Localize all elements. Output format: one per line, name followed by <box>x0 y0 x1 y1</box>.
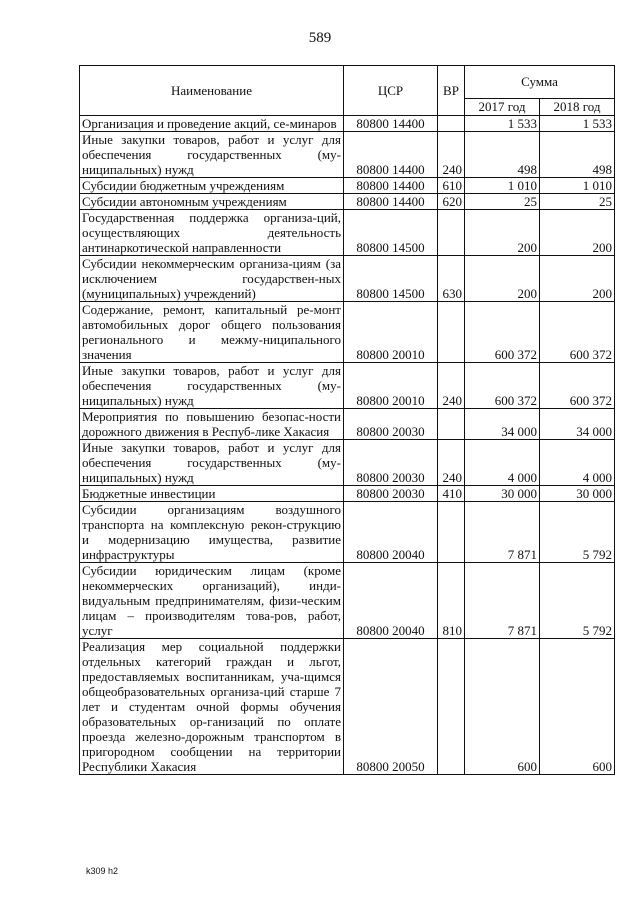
row-vr: 630 <box>438 256 465 302</box>
row-sum-2018: 498 <box>540 132 615 178</box>
row-name: Субсидии организациям воздушного транспорта на комплексную рекон-струкцию и модернизацию имущества, развитие инфраструктуры <box>80 502 344 563</box>
row-csr: 80800 14400 <box>344 116 438 132</box>
row-sum-2017: 600 372 <box>465 363 540 409</box>
header-csr: ЦСР <box>344 66 438 116</box>
row-csr: 80800 14400 <box>344 178 438 194</box>
row-name: Реализация мер социальной поддержки отдельных категорий граждан и льгот, предоставляемых воспитанникам, уча-щимся общеобразовательных организа-ций старше 7 лет и студентам очной формы обучения образовательных ор-ганизаций по оплате проезда железно-дорожным транспортом в пригородном сообщении на территории Республики Хакасия <box>80 639 344 775</box>
table-row <box>80 639 615 775</box>
row-sum-2017: 34 000 <box>465 409 540 440</box>
row-sum-2018: 600 372 <box>540 302 615 363</box>
row-csr: 80800 20040 <box>344 502 438 563</box>
row-csr: 80800 20010 <box>344 302 438 363</box>
row-sum-2018: 600 <box>540 639 615 775</box>
row-vr: 240 <box>438 440 465 486</box>
row-sum-2017: 7 871 <box>465 563 540 639</box>
table-row <box>80 440 615 486</box>
table-row <box>80 256 615 302</box>
row-sum-2017: 498 <box>465 132 540 178</box>
row-vr: 410 <box>438 486 465 502</box>
row-name: Мероприятия по повышению безопас-ности дорожного движения в Респуб-лике Хакасия <box>80 409 344 440</box>
table-row <box>80 132 615 178</box>
table-row <box>80 486 615 502</box>
row-sum-2018: 1 533 <box>540 116 615 132</box>
row-sum-2017: 1 010 <box>465 178 540 194</box>
row-csr: 80800 20030 <box>344 486 438 502</box>
row-vr <box>438 409 465 440</box>
row-csr: 80800 20030 <box>344 440 438 486</box>
header-sum: Сумма <box>465 66 615 99</box>
row-csr: 80800 14500 <box>344 210 438 256</box>
table-row <box>80 116 615 132</box>
row-name: Субсидии бюджетным учреждениям <box>80 178 344 194</box>
table-row <box>80 502 615 563</box>
header-name: Наименование <box>80 66 344 116</box>
row-sum-2018: 1 010 <box>540 178 615 194</box>
row-vr <box>438 210 465 256</box>
row-sum-2017: 7 871 <box>465 502 540 563</box>
row-sum-2018: 600 372 <box>540 363 615 409</box>
row-sum-2017: 30 000 <box>465 486 540 502</box>
row-name: Субсидии автономным учреждениям <box>80 194 344 210</box>
row-vr: 620 <box>438 194 465 210</box>
row-sum-2017: 600 <box>465 639 540 775</box>
row-sum-2017: 200 <box>465 256 540 302</box>
row-name: Субсидии юридическим лицам (кроме некоммерческих организаций), инди-видуальным предпринимателям, физи-ческим лицам – производителям това-ров, работ, услуг <box>80 563 344 639</box>
row-vr: 810 <box>438 563 465 639</box>
row-sum-2018: 5 792 <box>540 502 615 563</box>
header-year-2017: 2017 год <box>465 98 540 115</box>
row-name: Иные закупки товаров, работ и услуг для обеспечения государственных (му-ниципальных) нужд <box>80 363 344 409</box>
row-name: Иные закупки товаров, работ и услуг для обеспечения государственных (му-ниципальных) нужд <box>80 440 344 486</box>
row-csr: 80800 20040 <box>344 563 438 639</box>
row-vr: 240 <box>438 363 465 409</box>
header-vr: ВР <box>438 66 465 116</box>
row-sum-2018: 30 000 <box>540 486 615 502</box>
row-csr: 80800 20010 <box>344 363 438 409</box>
row-name: Государственная поддержка организа-ций, осуществляющих деятельность антинаркотической направленности <box>80 210 344 256</box>
table-row <box>80 409 615 440</box>
row-vr <box>438 302 465 363</box>
row-csr: 80800 14400 <box>344 194 438 210</box>
table-row <box>80 563 615 639</box>
table-row <box>80 210 615 256</box>
page-number: 589 <box>308 30 332 46</box>
row-sum-2018: 5 792 <box>540 563 615 639</box>
row-vr <box>438 639 465 775</box>
row-name: Субсидии некоммерческим организа-циям (за исключением государствен-ных (муниципальных) учреждений) <box>80 256 344 302</box>
row-name: Иные закупки товаров, работ и услуг для обеспечения государственных (му-ниципальных) нужд <box>80 132 344 178</box>
row-sum-2018: 200 <box>540 256 615 302</box>
row-sum-2017: 25 <box>465 194 540 210</box>
row-csr: 80800 14500 <box>344 256 438 302</box>
table-row <box>80 194 615 210</box>
row-sum-2018: 34 000 <box>540 409 615 440</box>
row-sum-2017: 1 533 <box>465 116 540 132</box>
footer-code: k309 h2 <box>86 866 119 876</box>
row-csr: 80800 20030 <box>344 409 438 440</box>
row-name: Организация и проведение акций, се-минаров <box>80 116 344 132</box>
row-sum-2017: 4 000 <box>465 440 540 486</box>
row-sum-2018: 200 <box>540 210 615 256</box>
budget-table <box>79 65 615 775</box>
table-row <box>80 302 615 363</box>
row-csr: 80800 20050 <box>344 639 438 775</box>
row-name: Бюджетные инвестиции <box>80 486 344 502</box>
row-vr: 610 <box>438 178 465 194</box>
row-vr: 240 <box>438 132 465 178</box>
row-sum-2017: 600 372 <box>465 302 540 363</box>
row-csr: 80800 14400 <box>344 132 438 178</box>
table-row <box>80 363 615 409</box>
table-row <box>80 178 615 194</box>
header-year-2018: 2018 год <box>540 98 615 115</box>
row-vr <box>438 502 465 563</box>
row-sum-2017: 200 <box>465 210 540 256</box>
row-name: Содержание, ремонт, капитальный ре-монт автомобильных дорог общего пользования регионального и межму-ниципального значения <box>80 302 344 363</box>
row-sum-2018: 25 <box>540 194 615 210</box>
row-vr <box>438 116 465 132</box>
row-sum-2018: 4 000 <box>540 440 615 486</box>
